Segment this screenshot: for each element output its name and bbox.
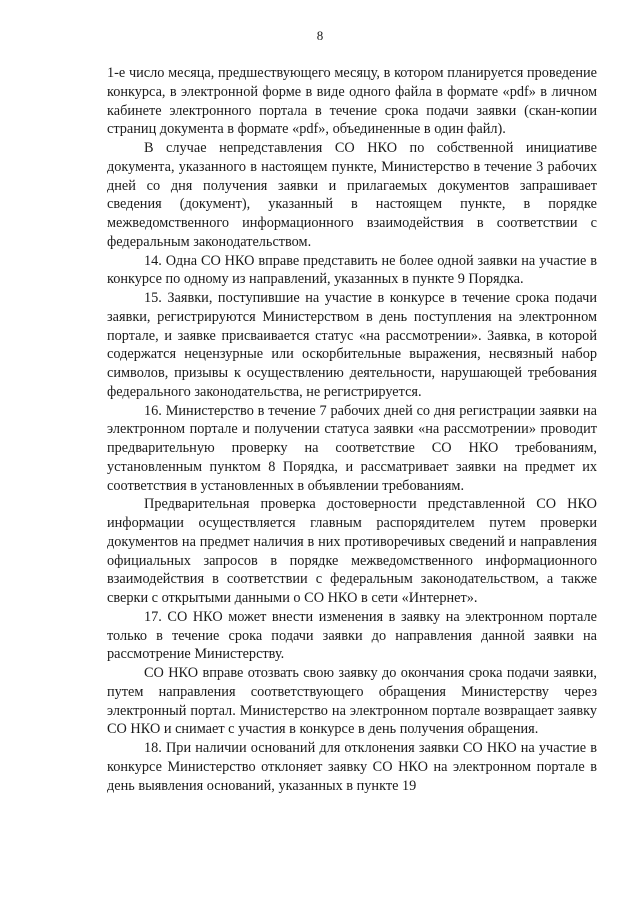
paragraph-non-submission: В случае непредставления СО НКО по собственной инициативе документа, указанного в настоящем пункте, Министерство в течение 3 рабочих дней со дня получения заявки и прилагаемых документов запрашивает сведения (документ), указанный в настоящем пункте, в порядке межведомственного информационного взаимодействия в соответствии с федеральным законодательством. [107, 140, 597, 250]
paragraph-clause-17: 17. СО НКО может внести изменения в заявку на электронном портале только в течение срока подачи заявки до направления данной заявки на рассмотрение Министерству. [107, 608, 597, 663]
paragraph-withdrawal: СО НКО вправе отозвать свою заявку до окончания срока подачи заявки, путем направления соответствующего обращения Министерству через электронный портал. Министерство на электронном портале возвращает заявку СО НКО и снимает с участия в конкурсе в день получения обращения. [107, 665, 597, 738]
page-number: 8 [316, 28, 324, 43]
paragraph-clause-15: 15. Заявки, поступившие на участие в конкурсе в течение срока подачи заявки, регистрируются Министерством в день поступления на электронном портале, и заявке присваивается статус «на рассмотрении». Заявка, в которой содержатся нецензурные или оскорбительные выражения, несвязный набор символов, призывы к осуществлению деятельности, нарушающей требования федерального законодательства, не регистрируется. [107, 290, 597, 400]
document-body [107, 64, 597, 795]
paragraph-clause-16: 16. Министерство в течение 7 рабочих дней со дня регистрации заявки на электронном портале и получении статуса заявки «на рассмотрении» проводит предварительную проверку на соответствие СО НКО требованиям, установленным пунктом 8 Порядка, и рассматривает заявки на предмет их соответствия в установленных в объявлении требованиям. [107, 402, 597, 494]
paragraph-continuation: 1-е число месяца, предшествующего месяцу, в котором планируется проведение конкурса, в электронной форме в виде одного файла в формате «pdf» в личном кабинете электронного портала в течение срока подачи заявки (скан-копии страниц документа в формате «pdf», объединенные в один файл). [107, 65, 597, 138]
paragraph-preliminary-check: Предварительная проверка достоверности представленной СО НКО информации осуществляется главным распорядителем путем проверки документов на предмет наличия в них противоречивых сведений и направления официальных запросов в порядке межведомственного информационного взаимодействия в соответствии с федеральным законодательством, а также сверки с открытыми данными о СО НКО в сети «Интернет». [107, 496, 597, 606]
paragraph-clause-18: 18. При наличии оснований для отклонения заявки СО НКО на участие в конкурсе Министерство отклоняет заявку СО НКО на электронном портале в день выявления оснований, указанных в пункте 19 [107, 740, 597, 794]
paragraph-clause-14: 14. Одна СО НКО вправе представить не более одной заявки на участие в конкурсе по одному из направлений, указанных в пункте 9 Порядка. [107, 252, 597, 288]
